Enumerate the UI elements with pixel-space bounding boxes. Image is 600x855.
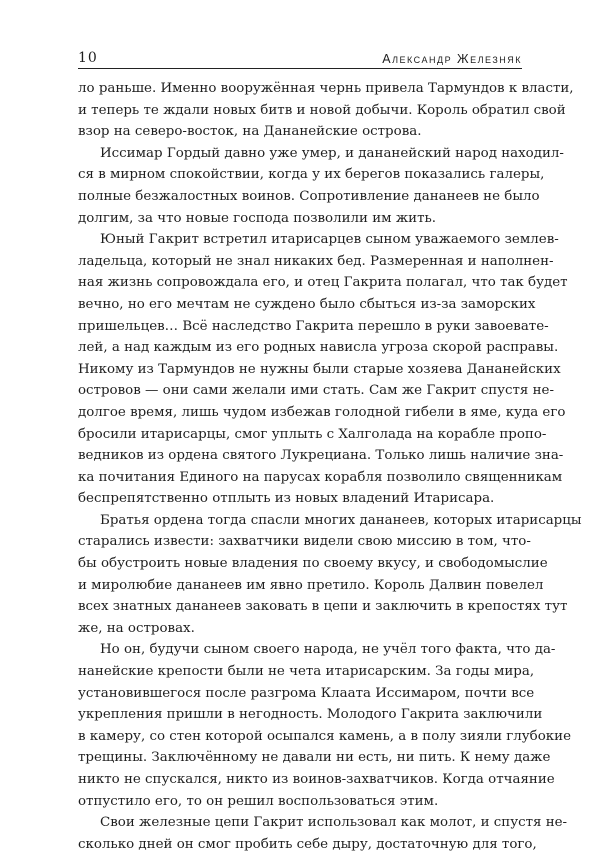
text-line: Братья ордена тогда спасли многих дананеев, которых итарисарцы [100, 512, 582, 528]
author-name: Александр Железняк [382, 52, 522, 66]
text-line: Иссимар Гордый давно уже умер, и дананейский народ находил- [100, 145, 564, 161]
text-line: ло раньше. Именно вооружённая чернь привела Тармундов к власти, [78, 81, 574, 96]
text-line: старались извести: захватчики видели свою миссию в том, что- [78, 534, 531, 550]
body-text [78, 78, 582, 855]
text-line: Но он, будучи сыном своего народа, не учёл того факта, что да- [100, 642, 556, 658]
running-header [78, 44, 522, 66]
text-line: укрепления пришли в негодность. Молодого Гакрита заключили [78, 707, 543, 723]
text-line: Никому из Тармундов не нужны были старые хозяева Дананейских [78, 361, 561, 377]
page-number: 10 [78, 50, 98, 66]
text-line: долгое время, лишь чудом избежав голодной гибели в яме, куда его [78, 404, 566, 420]
text-line: Свои железные цепи Гакрит использовал как молот, и спустя не- [100, 815, 568, 831]
text-line: вечно, но его мечтам не суждено было сбыться из-за заморских [78, 296, 536, 312]
text-line: никто не спускался, никто из воинов-захватчиков. Когда отчаяние [78, 772, 555, 787]
text-line: ная жизнь сопровождала его, и отец Гакрита полагал, что так будет [78, 275, 568, 291]
text-line: ка почитания Единого на парусах корабля позволило священникам [78, 469, 563, 485]
text-line: в камеру, со стен которой осыпался камень, а в полу зияли глубокие [78, 728, 572, 744]
text-line: всех знатных дананеев заковать в цепи и заключить в крепостях тут [78, 599, 568, 615]
text-line: трещины. Заключённому не давали ни есть, ни пить. К нему даже [78, 750, 551, 766]
text-line: лей, а над каждым из его родных нависла угроза скорой расправы. [78, 340, 559, 356]
text-line: пришельцев… Всё наследство Гакрита перешло в руки завоевате- [78, 318, 549, 334]
text-line: ладельца, который не знал никаких бед. Размеренная и наполнен- [78, 253, 554, 269]
text-line: же, на островах. [78, 620, 195, 636]
text-line: беспрепятственно отплыть из новых владений Итарисара. [78, 491, 495, 507]
text-line: отпустило его, то он решил воспользоваться этим. [78, 793, 439, 809]
text-line: островов — они сами желали ими стать. Сам же Гакрит спустя не- [78, 383, 555, 399]
text-line: долгим, за что новые господа позволили им жить. [78, 210, 437, 226]
text-line: взор на северо-восток, на Дананейские острова. [78, 124, 422, 140]
text-line: бы обустроить новые владения по своему вкусу, и свободомыслие [78, 556, 548, 572]
text-line: бросили итарисарцы, смог уплыть с Халголада на корабле пропо- [78, 426, 547, 442]
text-line: нанейские крепости были не чета итарисарским. За годы мира, [78, 664, 535, 680]
text-line: полные безжалостных воинов. Сопротивление дананеев не было [78, 188, 540, 204]
text-line: ведников из ордена святого Лукрециана. Только лишь наличие зна- [78, 448, 564, 464]
text-line: и теперь те ждали новых битв и новой добычи. Король обратил свой [78, 102, 566, 118]
header-divider [78, 68, 522, 69]
text-line: сколько дней он смог пробить себе дыру, достаточную для того, [78, 836, 537, 852]
text-line: установившегося после разгрома Клаата Иссимаром, почти все [78, 685, 535, 701]
text-line: Юный Гакрит встретил итарисарцев сыном уважаемого землев- [100, 232, 559, 248]
text-line: ся в мирном спокойствии, когда у их берегов показались галеры, [78, 167, 545, 183]
text-line: и миролюбие дананеев им явно претило. Король Далвин повелел [78, 577, 544, 593]
